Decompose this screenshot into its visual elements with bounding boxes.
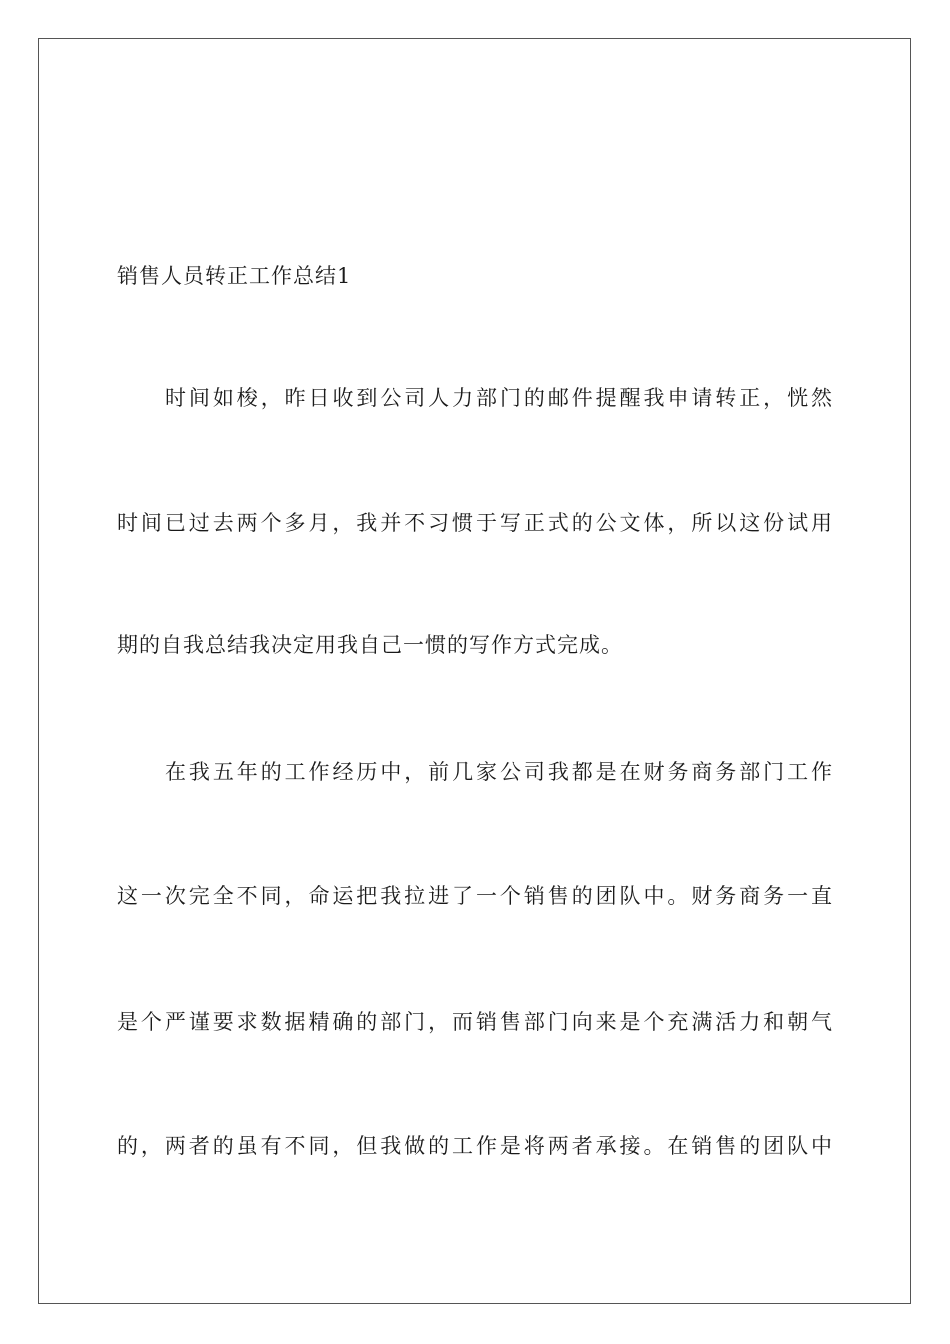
paragraph-1-line-1: 时间如梭，昨日收到公司人力部门的邮件提醒我申请转正，恍然 [165, 386, 833, 410]
paragraph-2-line-1: 在我五年的工作经历中，前几家公司我都是在财务商务部门工作 [165, 760, 833, 784]
document-title: 销售人员转正工作总结1 [117, 264, 352, 288]
paragraph-2-line-4: 的，两者的虽有不同，但我做的工作是将两者承接。在销售的团队中 [117, 1134, 833, 1158]
paragraph-1-line-2: 时间已过去两个多月，我并不习惯于写正式的公文体，所以这份试用 [117, 511, 833, 535]
paragraph-2-line-2: 这一次完全不同，命运把我拉进了一个销售的团队中。财务商务一直 [117, 884, 833, 908]
page-border [38, 38, 911, 1304]
paragraph-2-line-3: 是个严谨要求数据精确的部门，而销售部门向来是个充满活力和朝气 [117, 1010, 833, 1034]
paragraph-1-line-3: 期的自我总结我决定用我自己一惯的写作方式完成。 [117, 633, 623, 657]
